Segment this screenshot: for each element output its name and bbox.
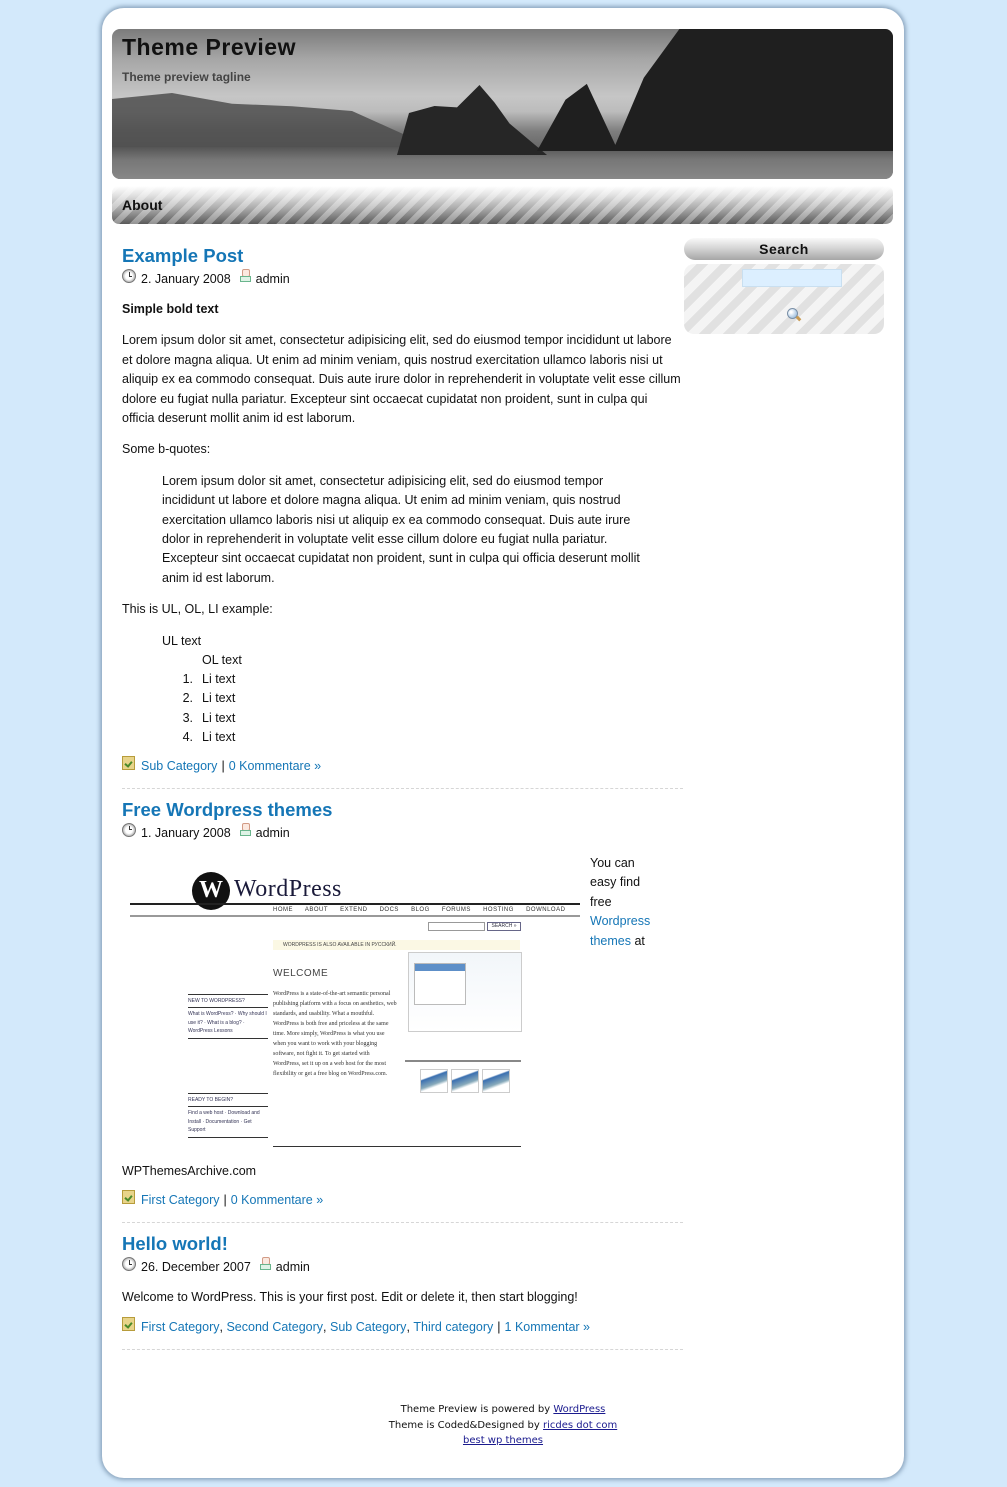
bold-text: Simple bold text [122, 302, 219, 316]
wp-nav: HOME ABOUT EXTEND DOCS BLOG FORUMS HOSTING DOWNLOAD [273, 906, 566, 913]
post-title[interactable]: Hello world! [122, 1233, 228, 1255]
list-item [151, 689, 682, 708]
list-item [151, 728, 682, 747]
wp-side-heading: NEW TO WORDPRESS? [188, 997, 245, 1004]
wordpress-screenshot-image [130, 864, 582, 1154]
category-link[interactable]: Sub Category [330, 1319, 407, 1334]
footer-line-1 [102, 1402, 904, 1418]
list-text: Li text [202, 672, 236, 687]
list-intro: This is UL, OL, LI example: [122, 602, 273, 617]
user-icon [240, 823, 250, 835]
comma: , [406, 1319, 414, 1334]
post-divider [122, 788, 683, 789]
side-text-1: You can easy find free [590, 855, 641, 909]
main-content [122, 244, 682, 1350]
post-meta [122, 824, 682, 842]
search-input[interactable] [742, 269, 842, 287]
wp-side-heading: READY TO BEGIN? [188, 1096, 234, 1103]
ol-list [151, 670, 682, 747]
list-item [151, 709, 682, 728]
post-divider [122, 1222, 683, 1223]
footer-text: Theme Preview is powered by [400, 1404, 551, 1415]
post-date: 2. January 2008 [141, 272, 231, 286]
footer [102, 1402, 904, 1449]
footer-line-3 [102, 1433, 904, 1449]
wp-rule [273, 1146, 521, 1147]
post-divider [122, 1349, 683, 1350]
nav-item-about[interactable]: About [122, 197, 163, 213]
comments-link[interactable]: 0 Kommentare » [228, 758, 322, 773]
user-icon [240, 269, 250, 281]
list-num: 3. [182, 710, 193, 725]
banner-rock-large [537, 29, 893, 151]
comma: , [323, 1319, 330, 1334]
search-icon[interactable] [787, 308, 801, 324]
blockquote: Lorem ipsum dolor sit amet, consectetur adipisicing elit, sed do eiusmod tempor incididunt ut labore et dolore magna aliqua. Ut enim ad minim veniam, quis nostrud exercitation ullamco laboris nisi ut aliquip ex ea commodo consequat. Duis aute irure dolor in reprehenderit in voluptate velit esse cillum dolore eu fugiat nulla pariatur. Excepteur sint occaecat cupidatat non proident, sunt in culpa qui officia deserunt mollit anim id est laborum. [162, 473, 640, 585]
post-side-text [590, 854, 660, 951]
best-wp-themes-link[interactable]: best wp themes [462, 1435, 544, 1446]
search-widget [684, 264, 884, 334]
list-num: 1. [182, 672, 193, 687]
page-wrapper [102, 8, 904, 1478]
separator: | [497, 1319, 501, 1334]
post-footer [122, 759, 682, 773]
wp-body-text: WordPress is a state-of-the-art semantic personal publishing platform with a focus on aesthetics, web standards, and usability. What a mouthful. WordPress is both free and priceless at the same time. More simply, WordPress is what you use when you want to work with your blogging software, not fight it. To get started with WordPress, set it up on a web host for the most flexibility or get a free blog on WordPress.com. [273, 990, 397, 1077]
post [122, 244, 682, 789]
sidebar [684, 238, 884, 334]
post-source: WPThemesArchive.com [122, 1163, 257, 1178]
comments-link[interactable]: 1 Kommentar » [504, 1319, 591, 1334]
clock-icon [122, 1257, 136, 1271]
banner-hills [112, 93, 412, 153]
post-footer [122, 1320, 682, 1334]
ol-text: OL text [202, 652, 242, 667]
nav-bar [112, 186, 893, 224]
footer-text: Theme is Coded&Designed by [388, 1419, 540, 1431]
wp-rule [130, 903, 580, 905]
category-link[interactable]: First Category [141, 1193, 220, 1208]
clock-icon [122, 269, 136, 283]
wp-side-links: Find a web host · Download and Install · Documentation · Get Support [188, 1110, 260, 1134]
post [122, 1232, 682, 1349]
list-text: Li text [202, 691, 236, 706]
separator: | [221, 758, 225, 773]
category-link[interactable]: First Category [141, 1319, 220, 1334]
wp-search-button: SEARCH » [487, 922, 521, 931]
wp-sidebar [188, 992, 268, 1140]
post-author: admin [255, 272, 290, 286]
list-num: 4. [182, 729, 193, 744]
footer-line-2 [102, 1418, 904, 1434]
wp-search-box [428, 922, 485, 931]
wp-theme-thumbs [420, 1069, 510, 1093]
category-link[interactable]: Third category [413, 1319, 494, 1334]
post-footer [122, 1193, 682, 1207]
bquote-intro: Some b-quotes: [122, 442, 211, 457]
wp-rule [405, 1060, 521, 1062]
header-banner [112, 29, 893, 179]
category-link[interactable]: Second Category [226, 1319, 324, 1334]
wordpress-link[interactable]: WordPress [553, 1404, 606, 1415]
post-body [122, 854, 682, 1154]
comments-link[interactable]: 0 Kommentare » [230, 1193, 324, 1208]
ul-list [162, 632, 682, 747]
site-title[interactable]: Theme Preview [122, 34, 296, 60]
ul-text: UL text [162, 633, 202, 648]
list-text: Li text [202, 710, 236, 725]
category-icon [122, 1190, 135, 1204]
post-meta [122, 1258, 682, 1276]
wordpress-themes-link[interactable]: Wordpress themes [590, 914, 651, 948]
wp-welcome: WELCOME [273, 967, 329, 979]
wp-rule [130, 915, 580, 917]
post-date: 1. January 2008 [141, 825, 231, 840]
separator: | [223, 1193, 227, 1208]
clock-icon [122, 823, 136, 837]
post-title[interactable]: Example Post [122, 245, 244, 266]
post-author: admin [255, 825, 290, 840]
wp-side-links: What is WordPress? · Why should I use it? · What is a blog? · WordPress Lessons [188, 1011, 267, 1035]
user-icon [260, 1257, 270, 1269]
wp-admin-thumbnail [408, 952, 522, 1032]
list-item [151, 670, 682, 689]
banner-rock-small [397, 85, 547, 155]
post-author: admin [275, 1260, 310, 1275]
category-link[interactable]: Sub Category [141, 758, 218, 773]
ricdes-link[interactable]: ricdes dot com [543, 1419, 618, 1431]
comma: , [219, 1319, 227, 1334]
wp-notice: WORDPRESS IS ALSO AVAILABLE IN РУССКИЙ. [273, 940, 520, 950]
side-text-2: at [634, 933, 645, 948]
list-num: 2. [182, 691, 193, 706]
post-date: 26. December 2007 [141, 1260, 251, 1275]
search-widget-title: Search [684, 238, 884, 260]
post-meta [122, 270, 682, 288]
wp-logo-text: WordPress [234, 875, 342, 902]
list-text: Li text [202, 729, 236, 744]
post [122, 798, 682, 1223]
post-title[interactable]: Free Wordpress themes [122, 798, 333, 820]
post-paragraph: Lorem ipsum dolor sit amet, consectetur adipisicing elit, sed do eiusmod tempor incididunt ut labore et dolore magna aliqua. Ut enim ad minim veniam, quis nostrud exercitation ullamco laboris nisi ut aliquip ex ea commodo consequat. Duis aute irure dolor in reprehenderit in voluptate velit esse cillum dolore eu fugiat nulla pariatur. Excepteur sint occaecat cupidatat non proident, sunt in culpa qui officia deserunt mollit anim id est laborum. [122, 333, 681, 426]
category-icon [122, 1317, 135, 1331]
site-tagline: Theme preview tagline [122, 70, 251, 84]
post-paragraph: Welcome to WordPress. This is your first post. Edit or delete it, then start blogging! [122, 1290, 578, 1305]
category-icon [122, 756, 135, 770]
